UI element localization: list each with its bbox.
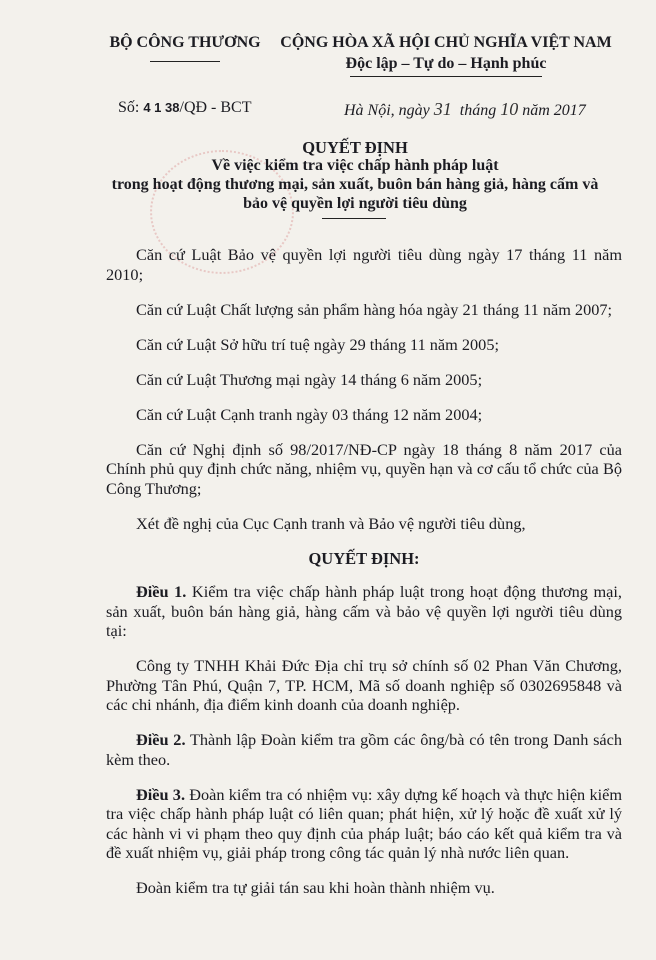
month-label: tháng (459, 102, 497, 119)
motto: Độc lập – Tự do – Hạnh phúc (345, 55, 547, 72)
article-text: Kiểm tra việc chấp hành pháp luật trong hoạt động thương mại, sản xuất, buôn bán hàng giả, hàng cấm và bảo vệ quyền lợi người tiêu dùng tại: (106, 582, 623, 640)
number-value: 4 1 38 (143, 100, 180, 115)
title-line: trong hoạt động thương mại, sản xuất, buôn bán hàng giả, hàng cấm và (111, 176, 599, 193)
date-line (344, 99, 586, 120)
article-label: Điều 3. (136, 784, 186, 804)
country-name: CỘNG HÒA XÃ HỘI CHỦ NGHĨA VIỆT NAM (280, 34, 612, 51)
basis-paragraph: Căn cứ Luật Thương mại ngày 14 tháng 6 năm 2005; (136, 369, 483, 389)
document-number (118, 99, 252, 117)
basis-paragraph: Căn cứ Luật Cạnh tranh ngày 03 tháng 12 năm 2004; (136, 404, 483, 424)
basis-paragraph: Căn cứ Luật Sở hữu trí tuệ ngày 29 tháng 11 năm 2005; (136, 334, 499, 354)
ministry-name: BỘ CÔNG THƯƠNG (109, 34, 261, 51)
number-suffix: /QĐ - BCT (179, 99, 252, 116)
date-month: 10 (500, 99, 519, 119)
number-prefix: Số: (118, 99, 140, 116)
article-1 (106, 582, 622, 641)
article-label: Điều 1. (136, 582, 187, 601)
document-body (106, 245, 622, 913)
title-line: Về việc kiểm tra việc chấp hành pháp luật (211, 157, 499, 174)
article-3 (106, 785, 622, 863)
date-place: Hà Nội, ngày (344, 102, 430, 119)
document-title: QUYẾT ĐỊNH (302, 138, 408, 157)
proposal-paragraph: Xét đề nghị của Cục Cạnh tranh và Bảo vệ người tiêu dùng, (136, 513, 526, 533)
article-text: Đoàn kiểm tra có nhiệm vụ: xây dựng kế hoạch và thực hiện kiểm tra việc chấp hành pháp luật có liên quan; phát hiện, xử lý hoặc đề xuất xử lý các hành vi vi phạm theo quy định của pháp luật; báo cáo kết quả kiểm tra và đề xuất nhiệm vụ, giải pháp trong công tác quản lý nhà nước liên quan. (106, 784, 623, 862)
year-label: năm 2017 (522, 102, 586, 119)
divider (350, 76, 542, 77)
article-2 (106, 730, 622, 769)
divider (150, 61, 220, 62)
decision-heading: QUYẾT ĐỊNH: (308, 548, 420, 568)
date-day: 31 (433, 99, 452, 119)
article-text: Thành lập Đoàn kiểm tra gồm các ông/bà có tên trong Danh sách kèm theo. (106, 730, 623, 769)
company-paragraph: Công ty TNHH Khải Đức Địa chỉ trụ sở chính số 02 Phan Văn Chương, Phường Tân Phú, Quận 7, TP. HCM, Mã số doanh nghiệp số 0302695848 và các chi nhánh, địa điểm kinh doanh của doanh nghiệp. (106, 656, 622, 714)
divider (322, 218, 386, 219)
basis-paragraph: Căn cứ Nghị định số 98/2017/NĐ-CP ngày 18 tháng 8 năm 2017 của Chính phủ quy định chức năng, nhiệm vụ, quyền hạn và cơ cấu tổ chức của Bộ Công Thương; (106, 439, 622, 498)
article-label: Điều 2. (136, 730, 186, 749)
title-line: bảo vệ quyền lợi người tiêu dùng (243, 195, 467, 212)
closing-paragraph: Đoàn kiểm tra tự giải tán sau khi hoàn thành nhiệm vụ. (136, 878, 495, 897)
basis-paragraph: Căn cứ Luật Chất lượng sản phẩm hàng hóa ngày 21 tháng 11 năm 2007; (136, 299, 613, 319)
basis-paragraph: Căn cứ Luật Bảo vệ quyền lợi người tiêu dùng ngày 17 tháng 11 năm 2010; (106, 245, 622, 284)
